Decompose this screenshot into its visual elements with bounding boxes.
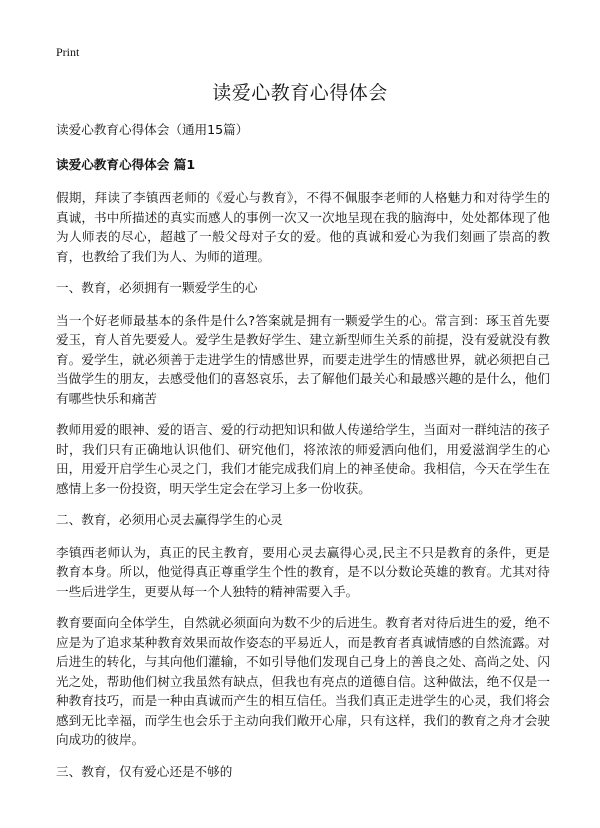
point-heading-1: 一、教育，必须拥有一颗爱学生的心 (56, 280, 258, 295)
print-link[interactable]: Print (56, 45, 80, 59)
point1-paragraph-1: 当一个好老师最基本的条件是什么?答案就是拥有一颗爱学生的心。常言到：琢玉首先要爱玉，育人首先要爱人。爱学生是教好学生、建立新型师生关系的前提，没有爱就没有教育。爱学生，就必须善于走进学生的情感世界，而要走进学生的情感世界，就必须把自己当做学生的朋友，去感受他们的喜怒哀乐，去了解他们最关心和最感兴趣的是什么，他们有哪些快乐和痛苦 (56, 312, 550, 406)
point2-paragraph-1: 李镇西老师认为，真正的民主教育，要用心灵去赢得心灵,民主不只是教育的条件，更是教育本身。所以，他觉得真正尊重学生个性的教育，是不以分数论英雄的教育。尤其对待一些后进学生，更要从每一个人独特的精神需要入手。 (56, 544, 550, 599)
point1-paragraph-2: 教师用爱的眼神、爱的语言、爱的行动把知识和做人传递给学生，当面对一群纯洁的孩子时，我们只有正确地认识他们、研究他们，将浓浓的师爱洒向他们，用爱滋润学生的心田，用爱开启学生心灵之门，我们才能完成我们肩上的神圣使命。我相信，今天在学生在感情上多一份投资，明天学生定会在学习上多一份收获。 (56, 422, 550, 496)
intro-paragraph: 假期，拜读了李镇西老师的《爱心与教育》，不得不佩服李老师的人格魅力和对待学生的真诚，书中所描述的真实而感人的事例一次又一次地呈现在我的脑海中，处处都体现了他为人师表的尽心，超越了一般父母对子女的爱。他的真诚和爱心为我们刻画了崇高的教育，也教给了我们为人、为师的道理。 (56, 190, 550, 264)
point2-paragraph-2: 教育要面向全体学生，自然就必须面向为数不少的后进生。教育者对待后进生的爱，绝不应是为了追求某种教育效果而故作姿态的平易近人，而是教育者真诚情感的自然流露。对后进生的转化，与其向他们灌输，不如引导他们发现自己身上的善良之处、高尚之处、闪光之处，帮助他们树立我虽然有缺点，但我也有亮点的道德自信。这种做法，绝不仅是一种教育技巧，而是一种由真诚而产生的相互信任。当我们真正走进学生的心灵，我们将会感到无比幸福，而学生也会乐于主动向我们敞开心扉，只有这样，我们的教育之舟才会驶向成功的彼岸。 (56, 615, 550, 747)
point-heading-2: 二、教育，必须用心灵去赢得学生的心灵 (56, 512, 283, 527)
document-subtitle: 读爱心教育心得体会（通用15篇） (56, 122, 249, 137)
article-body (56, 120, 550, 794)
section-heading: 读爱心教育心得体会 篇1 (56, 156, 196, 172)
point-heading-3: 三、教育，仅有爱心还是不够的 (56, 763, 233, 779)
page-title: 读爱心教育心得体会 (212, 82, 388, 104)
